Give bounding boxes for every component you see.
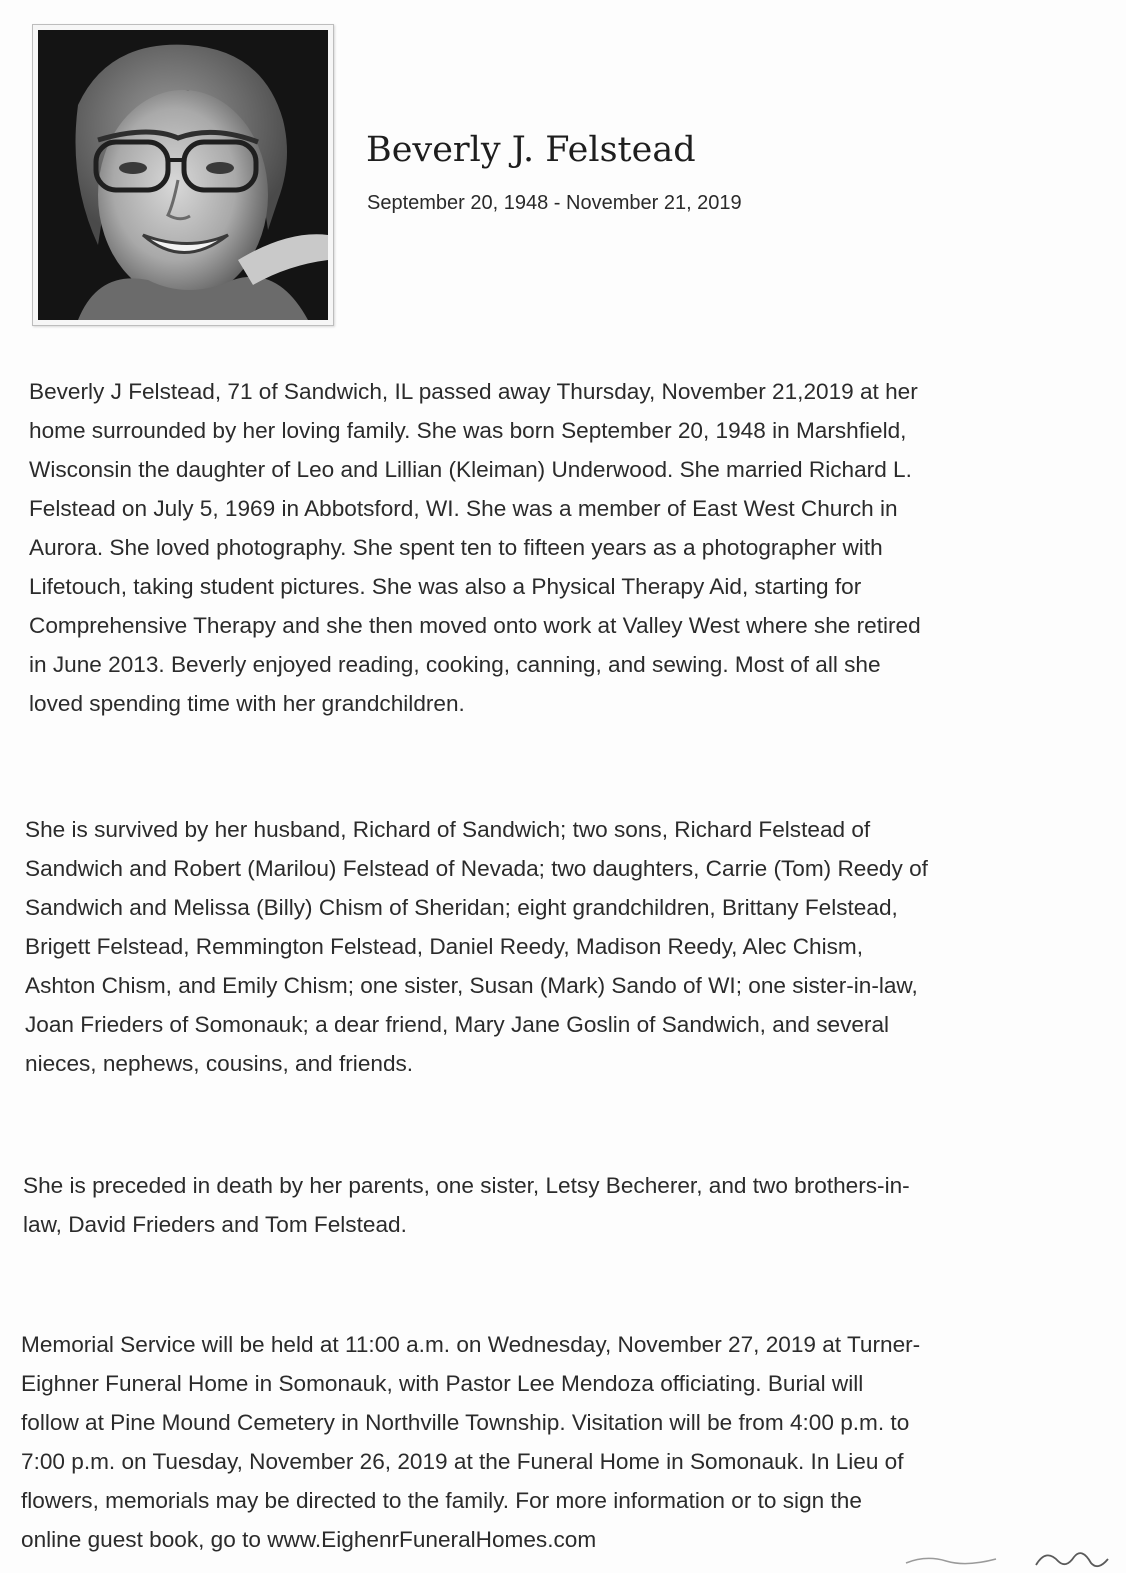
text-line: Lifetouch, taking student pictures. She was also a Physical Therapy Aid, starting for	[29, 574, 862, 599]
text-line: online guest book, go to www.EighenrFuneralHomes.com	[21, 1527, 597, 1552]
text-line: law, David Frieders and Tom Felstead.	[23, 1212, 407, 1237]
text-line: Ashton Chism, and Emily Chism; one sister, Susan (Mark) Sando of WI; one sister-in-law,	[25, 973, 918, 998]
text-line: Sandwich and Robert (Marilou) Felstead of Nevada; two daughters, Carrie (Tom) Reedy of	[25, 856, 928, 881]
text-line: loved spending time with her grandchildren.	[29, 691, 465, 716]
text-line: Brigett Felstead, Remmington Felstead, Daniel Reedy, Madison Reedy, Alec Chism,	[25, 934, 864, 959]
text-line: in June 2013. Beverly enjoyed reading, cooking, canning, and sewing. Most of all she	[29, 652, 881, 677]
portrait-image	[38, 30, 328, 320]
text-line: home surrounded by her loving family. She was born September 20, 1948 in Marshfield,	[29, 418, 907, 443]
text-line: Eighner Funeral Home in Somonauk, with Pastor Lee Mendoza officiating. Burial will	[21, 1371, 864, 1396]
preceded-paragraph	[23, 1166, 910, 1244]
portrait-photo	[32, 24, 334, 326]
text-line: flowers, memorials may be directed to the family. For more information or to sign the	[21, 1488, 862, 1513]
text-line: Aurora. She loved photography. She spent ten to fifteen years as a photographer with	[29, 535, 883, 560]
handwritten-mark	[886, 1533, 1126, 1573]
text-line: nieces, nephews, cousins, and friends.	[25, 1051, 414, 1076]
text-line: Sandwich and Melissa (Billy) Chism of Sheridan; eight grandchildren, Brittany Felstead,	[25, 895, 898, 920]
biography-paragraph	[29, 372, 921, 723]
text-line: Comprehensive Therapy and she then moved onto work at Valley West where she retired	[29, 613, 921, 638]
text-line: She is preceded in death by her parents, one sister, Letsy Becherer, and two brothers-in-	[23, 1173, 910, 1198]
text-line: Felstead on July 5, 1969 in Abbotsford, WI. She was a member of East West Church in	[29, 496, 898, 521]
text-line: Joan Frieders of Somonauk; a dear friend, Mary Jane Goslin of Sandwich, and several	[25, 1012, 890, 1037]
text-line: Memorial Service will be held at 11:00 a.m. on Wednesday, November 27, 2019 at Turner-	[21, 1332, 921, 1357]
services-paragraph	[21, 1325, 920, 1559]
life-dates: September 20, 1948 - November 21, 2019	[367, 192, 742, 214]
text-line: follow at Pine Mound Cemetery in Northville Township. Visitation will be from 4:00 p.m. to	[21, 1410, 910, 1435]
text-line: 7:00 p.m. on Tuesday, November 26, 2019 at the Funeral Home in Somonauk. In Lieu of	[21, 1449, 904, 1474]
text-line: Wisconsin the daughter of Leo and Lillian (Kleiman) Underwood. She married Richard L.	[29, 457, 912, 482]
survivors-paragraph	[25, 810, 928, 1083]
deceased-name: Beverly J. Felstead	[366, 130, 696, 170]
text-line: She is survived by her husband, Richard of Sandwich; two sons, Richard Felstead of	[25, 817, 871, 842]
text-line: Beverly J Felstead, 71 of Sandwich, IL passed away Thursday, November 21,2019 at her	[29, 379, 918, 404]
